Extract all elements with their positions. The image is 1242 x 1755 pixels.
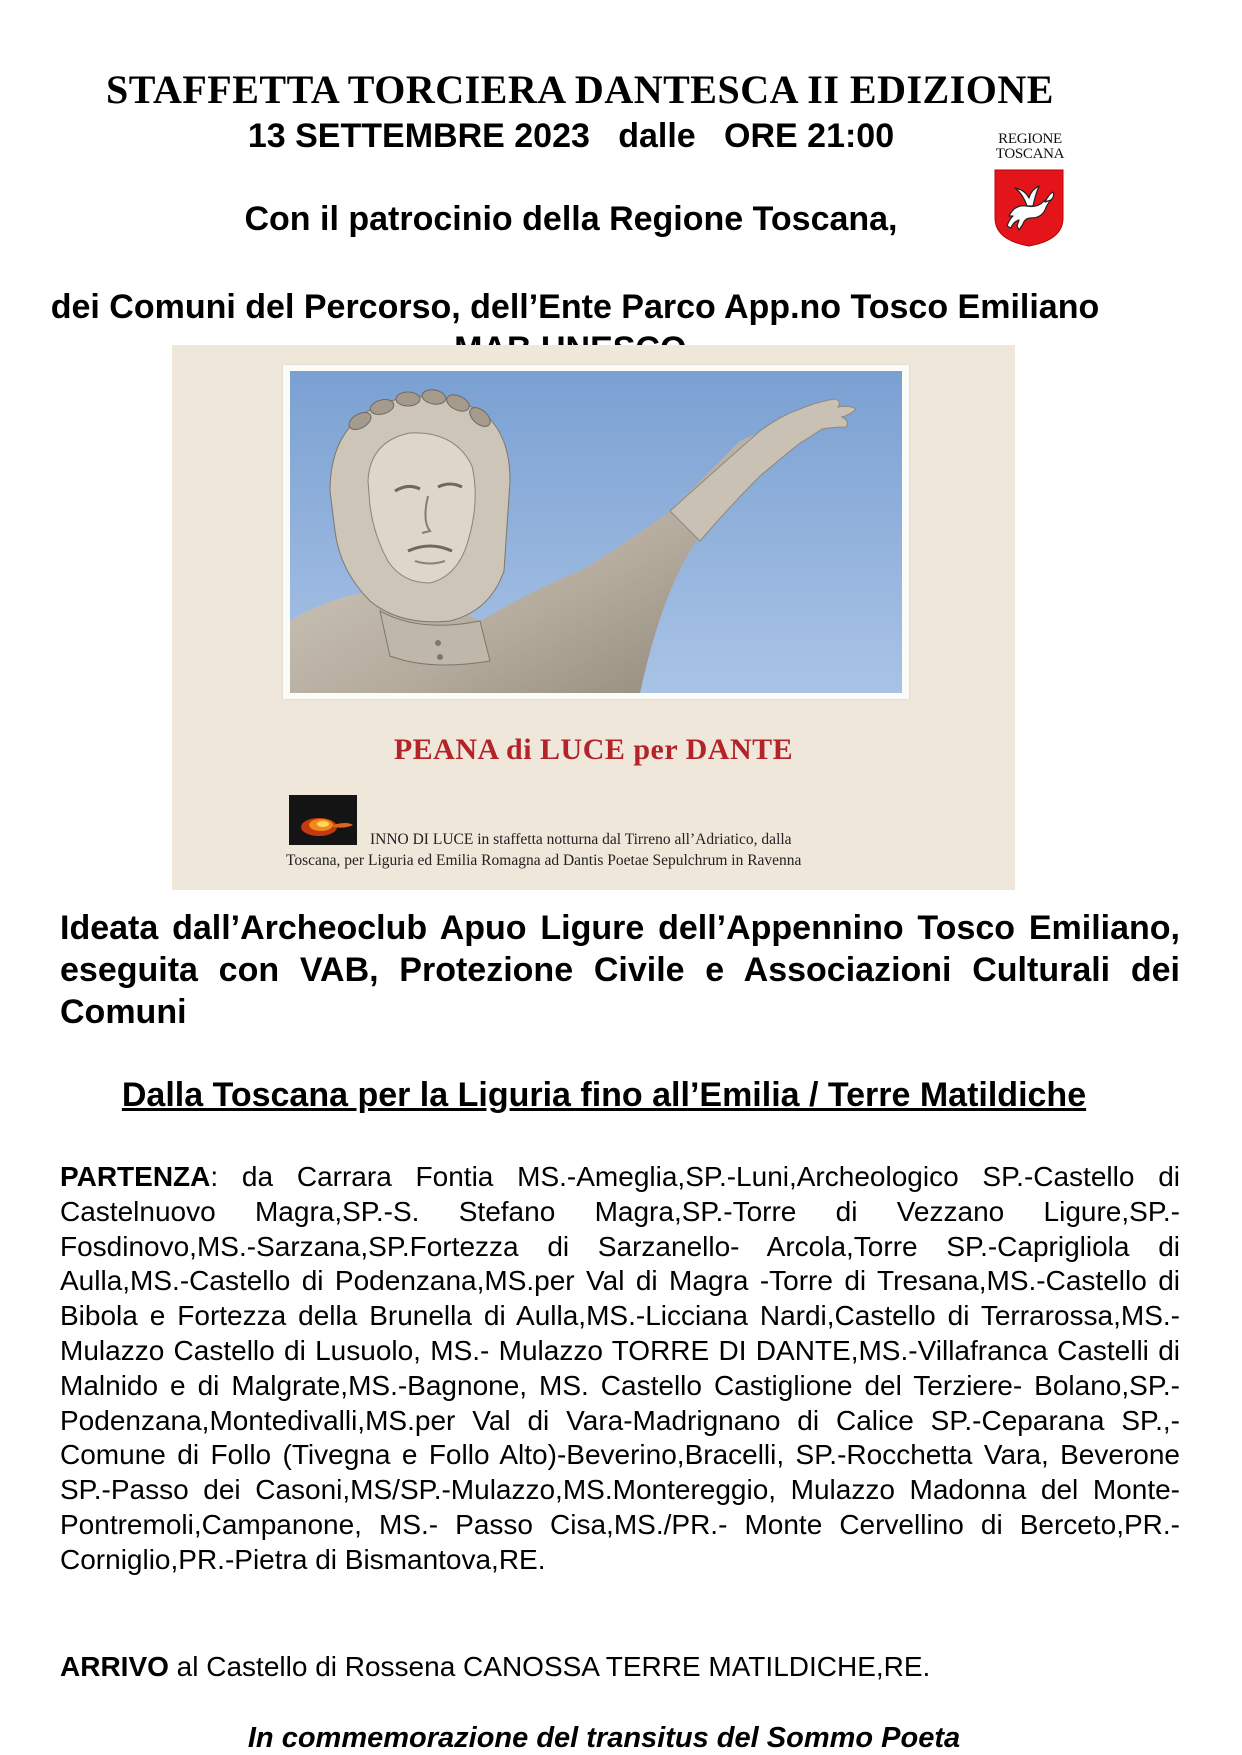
arrival-text: al Castello di Rossena CANOSSA TERRE MATILDICHE,RE. bbox=[168, 1651, 931, 1682]
patronage-line-2: dei Comuni del Percorso, dell’Ente Parco App.no Tosco Emiliano bbox=[50, 288, 1100, 326]
departure-label: PARTENZA bbox=[60, 1161, 211, 1192]
organizers-paragraph: Ideata dall’Archeoclub Apuo Ligure dell’Appennino Tosco Emiliano, eseguita con VAB, Protezione Civile e Associazioni Culturali dei Comuni bbox=[60, 909, 1180, 1031]
event-date: 13 SETTEMBRE 2023 dalle ORE 21:00 bbox=[247, 117, 895, 155]
dante-statue-image bbox=[290, 371, 902, 693]
departure-paragraph bbox=[60, 1160, 1180, 1578]
poster-caption: PEANA di LUCE per DANTE bbox=[393, 733, 794, 766]
arrival-label: ARRIVO bbox=[60, 1651, 169, 1682]
logo-line-1: REGIONE bbox=[998, 131, 1062, 147]
torch-fire-icon bbox=[289, 795, 357, 845]
route-subtitle: Dalla Toscana per la Liguria fino all’Emilia / Terre Matildiche bbox=[121, 1076, 1087, 1114]
regione-toscana-logo-text bbox=[985, 132, 1075, 162]
departure-route-text: : da Carrara Fontia MS.-Ameglia,SP.-Luni,Archeologico SP.-Castello di Castelnuovo Magra,SP.-S. Stefano Magra,SP.-Torre di Vezzano Ligure,SP.-Fosdinovo,MS.-Sarzana,SP.Fortezza di Sarzanello- Arcola,Torre SP.-Caprigliola di Aulla,MS.-Castello di Podenzana,MS.per Val di Magra -Torre di Tresana,MS.-Castello di Bibola e Fortezza della Brunella di Aulla,MS.-Licciana Nardi,Castello di Terrarossa,MS.-Mulazzo Castello di Lusuolo, MS.- Mulazzo TORRE DI DANTE,MS.-Villafranca Castelli di Malnido e di Malgrate,MS.-Bagnone, MS. Castello Castiglione del Terziere- Bolano,SP.-Podenzana,Montedivalli,MS.per Val di Vara-Madrignano di Calice SP.-Ceparana SP.,-Comune di Follo (Tivegna e Follo Alto)-Beverino,Bracelli, SP.-Rocchetta Vara, Beverone SP.-Passo dei Casoni,MS/SP.-Mulazzo,MS.Montereggio, Mulazzo Madonna del Monte- Pontremoli,Campanone, MS.- Passo Cisa,MS./PR.- Monte Cervellino di Berceto,PR.-Corniglio,PR.-Pietra di Bismantova,RE. bbox=[60, 1161, 1180, 1575]
inno-line-2: Toscana, per Liguria ed Emilia Romagna ad Dantis Poetae Sepulchrum in Ravenna bbox=[286, 852, 802, 869]
pegasus-icon bbox=[993, 168, 1065, 248]
photo-frame bbox=[283, 365, 909, 699]
poster bbox=[172, 345, 1015, 890]
logo-line-2: TOSCANA bbox=[995, 146, 1065, 162]
arrival-paragraph bbox=[60, 1650, 1180, 1685]
page-title: STAFFETTA TORCIERA DANTESCA II EDIZIONE bbox=[106, 67, 1054, 112]
patronage-line-1: Con il patrocinio della Regione Toscana, bbox=[244, 200, 898, 238]
commemoration-line: In commemorazione del transitus del Sommo Poeta bbox=[247, 1722, 961, 1754]
inno-line-1: INNO DI LUCE in staffetta notturna dal Tirreno all’Adriatico, dalla bbox=[370, 831, 792, 848]
